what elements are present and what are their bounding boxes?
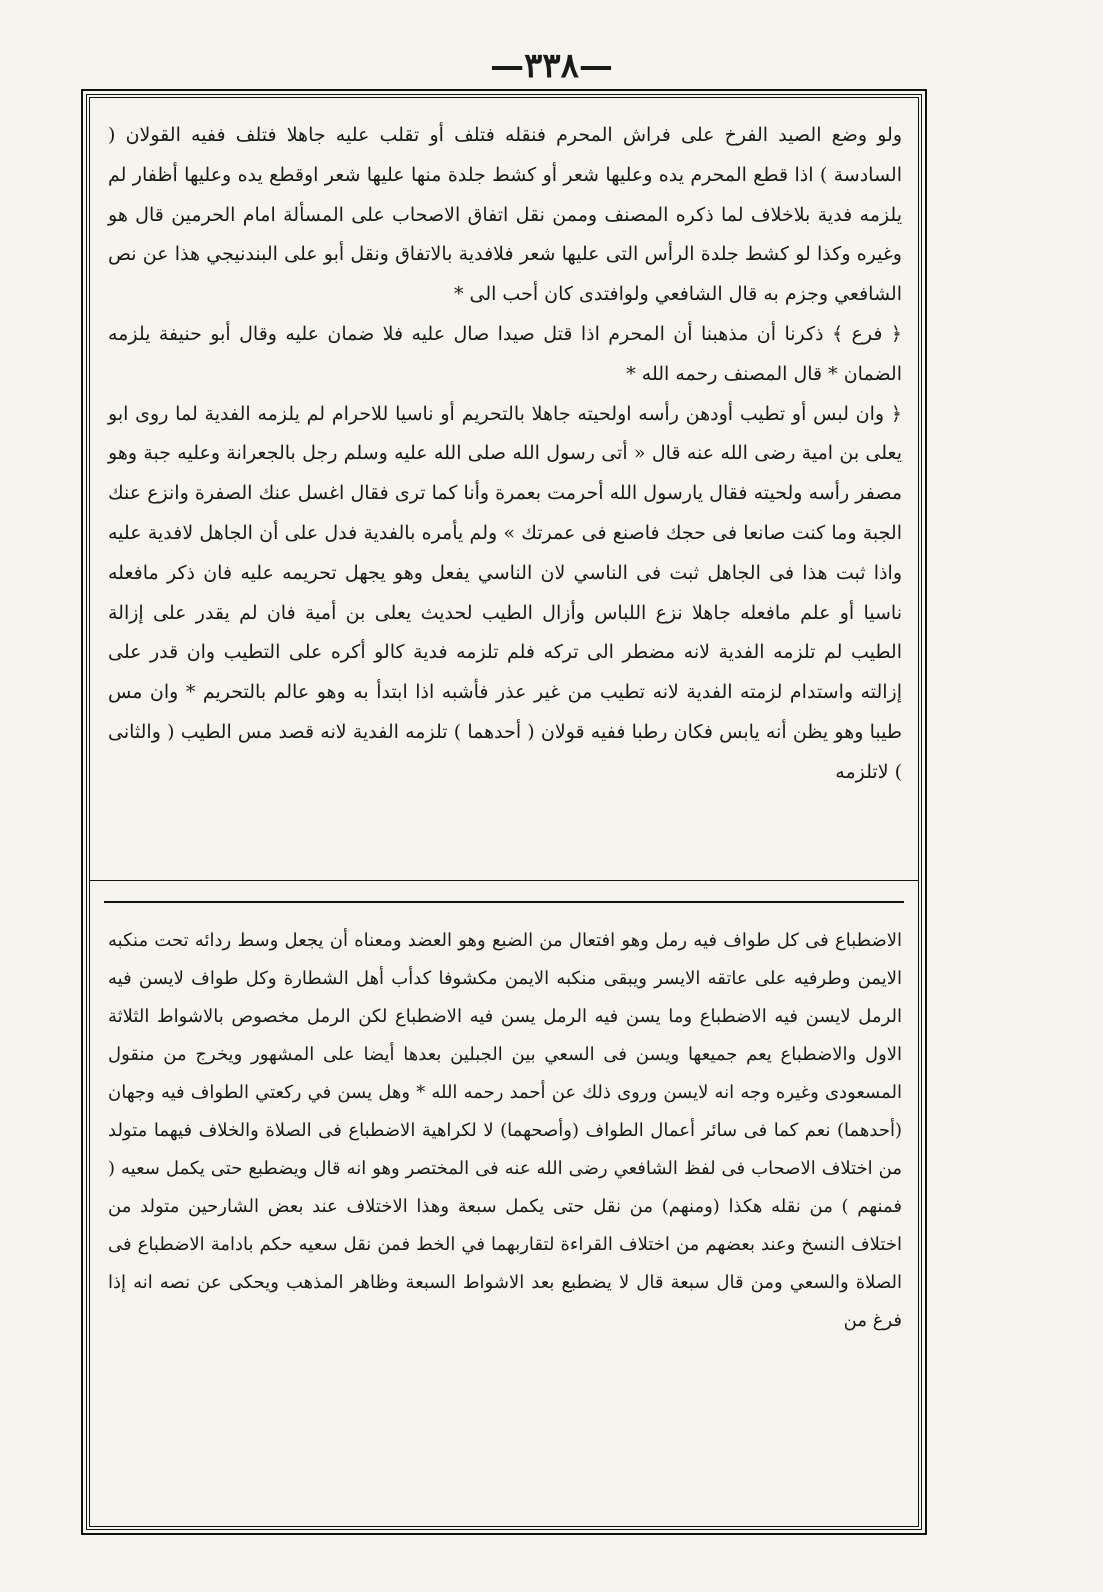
main-paragraph: ﴿ وان لبس أو تطيب أودهن رأسه اولحيته جاهلا بالتحريم أو ناسيا للاحرام لم يلزمه الفدية لما روى ابو يعلى بن امية رضى الله عنه قال « أتى رسول الله صلى الله عليه وسلم رجل بالجعرانة وعليه جبة وهو مصفر رأسه ولحيته فقال يارسول الله أحرمت بعمرة وأنا كما ترى فقال اغسل عنك الصفرة وانزع عنك الجبة وما كنت صانعا فى حجك فاصنع فى عمرتك » ولم يأمره بالفدية فدل على أن الجاهل لافدية عليه واذا ثبت هذا فى الجاهل ثبت فى الناسي لان الناسي يفعل وهو يجهل تحريمه عليه فان ذكر مافعله ناسيا أو علم مافعله جاهلا نزع اللباس وأزال الطيب لحديث يعلى بن أمية فان لم يقدر على إزالة الطيب لم تلزمه الفدية لانه مضطر الى تركه فلم تلزمه فدية كالو أكره على التطيب وان قدر على إزالته واستدام لزمته الفدية لانه تطيب من غير عذر فأشبه اذا ابتدأ به وهو عالم بالتحريم * وان مس طيبا وهو يظن أنه يابس فكان رطبا ففيه قولان ( أحدهما ) تلزمه الفدية لانه قصد مس الطيب ( والثانى ) لاتلزمه (108, 402, 902, 783)
main-text (108, 116, 902, 793)
commentary-paragraph: الاضطباع فى كل طواف فيه رمل وهو افتعال من الضبع وهو العضد ومعناه أن يجعل وسط ردائه تحت منكبه الايمن وطرفيه على عاتقه الايسر ويبقى منكبه الايمن مكشوفا كدأب أهل الشطارة وكل طواف لايسن فيه الرمل لايسن فيه الاضطباع وما يسن فيه الرمل يسن فيه الاضطباع لكن الرمل مخصوص بالاشواط الثلاثة الاول والاضطباع يعم جميعها ويسن فى السعي بين الجبلين بعدها أيضا على المشهور ويخرج من منقول المسعودى وغيره وجه انه لايسن وروى ذلك عن أحمد رحمه الله * وهل يسن في ركعتي الطواف فيه وجهان (أحدهما) نعم كما فى سائر أعمال الطواف (وأصحهما) لا لكراهية الاضطباع فى الصلاة والخلاف فيهما متولد من اختلاف الاصحاب فى لفظ الشافعي رضى الله عنه فى المختصر وهو انه قال ويضطبع حتى يكمل سعيه ( فمنهم ) من نقله هكذا (ومنهم) من نقل حتى يكمل سبعة وهذا الاختلاف عند بعض الشارحين متولد من اختلاف النسخ وعند بعضهم من اختلاف القراءة لتقاربهما في الخط فمن نقل سعيه حكم بادامة الاضطباع فى الصلاة والسعي ومن قال سبعة قال لا يضطبع بعد الاشواط السبعة وظاهر المذهب ويحكى عن نصه انه إذا فرغ من (108, 930, 903, 1331)
commentary-text (108, 922, 902, 1340)
section-divider (104, 901, 904, 903)
page-number: —٣٣٨— (490, 46, 613, 86)
main-paragraph: ﴿ فرع ﴾ ذكرنا أن مذهبنا أن المحرم اذا قتل صيدا صال عليه فلا ضمان عليه وقال أبو حنيفة يلزمه الضمان * قال المصنف رحمه الله * (108, 322, 902, 385)
main-paragraph: ولو وضع الصيد الفرخ على فراش المحرم فنقله فتلف أو تقلب عليه جاهلا فتلف ففيه القولان ( السادسة ) اذا قطع المحرم يده وعليها شعر أو كشط جلدة منها عليها شعر اوقطع يده وعليها أظفار لم يلزمه فدية بلاخلاف لما ذكره المصنف وممن نقل اتفاق الاصحاب على المسألة امام الحرمين قال هو وغيره وكذا لو كشط جلدة الرأس التى عليها شعر فلافدية بالاتفاق ونقل أبو على البندنيجي هذا عن نص الشافعي وجزم به قال الشافعي ولوافتدى كان أحب الى * (108, 124, 902, 306)
section-divider-thin (90, 880, 918, 881)
